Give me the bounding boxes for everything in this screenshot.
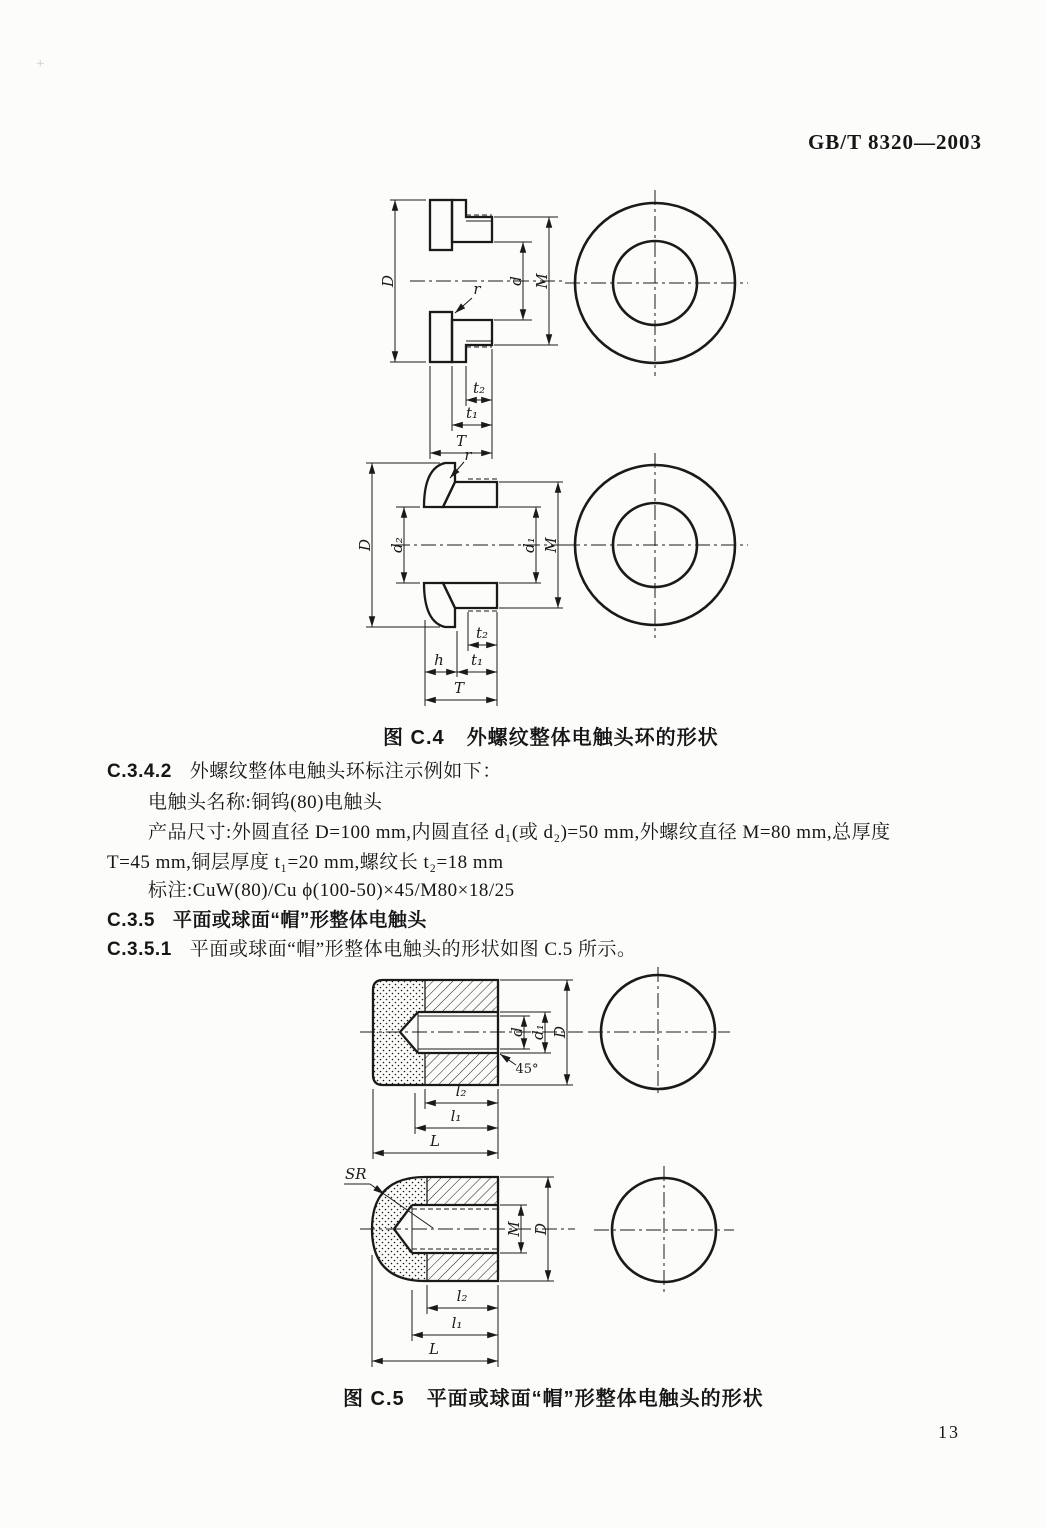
clause-c342	[107, 756, 502, 783]
dim-label-T: T	[455, 432, 467, 450]
contact-name-line: 电触头名称:铜钨(80)电触头	[148, 792, 383, 813]
figure-c5-view2	[330, 1160, 780, 1382]
dim-label-t2: t₂	[475, 624, 489, 642]
dim-label-d: d	[508, 1027, 526, 1037]
dim-label-L: L	[430, 1132, 440, 1150]
dim-label-l1: l₁	[450, 1107, 462, 1125]
figure-c4-caption-number: 图 C.4	[383, 727, 445, 749]
figure-c4-view2-svg	[340, 448, 780, 716]
dim-label-L: L	[429, 1340, 439, 1358]
front-view	[588, 967, 730, 1097]
clause-c342-number: C.3.4.2	[107, 761, 172, 782]
registration-mark: +	[36, 56, 45, 72]
clause-c35-number: C.3.5	[107, 910, 155, 931]
figure-c5-caption-number: 图 C.5	[343, 1388, 405, 1410]
clause-c351	[107, 934, 637, 961]
front-view	[594, 1166, 734, 1294]
figure-c4-caption-title: 外螺纹整体电触头环的形状	[466, 727, 719, 749]
product-size-line-1: 产品尺寸:外圆直径 D=100 mm,内圆直径 d₁(或 d₂)=50 mm,外螺纹直径 M=80 mm,总厚度	[148, 822, 891, 843]
front-view	[565, 190, 748, 376]
front-view	[565, 453, 748, 638]
dim-label-d1: d₁	[529, 1024, 547, 1040]
clause-c35	[107, 905, 427, 932]
dim-label-l1: l₁	[451, 1314, 463, 1332]
standard-number: GB/T 8320—2003	[807, 130, 982, 154]
dim-label-D: D	[532, 1222, 550, 1236]
page-number: 13	[938, 1422, 960, 1442]
dim-label-D: D	[551, 1025, 569, 1039]
marking-line: 标注:CuW(80)/Cu ϕ(100-50)×45/M80×18/25	[148, 880, 515, 901]
dim-label-h: h	[434, 651, 444, 669]
figure-c5-view1	[340, 965, 780, 1170]
figure-c4-view1	[360, 178, 800, 470]
figure-c4-caption	[383, 721, 719, 750]
dim-label-SR: SR	[345, 1165, 367, 1183]
dim-label-M: M	[505, 1221, 523, 1237]
figure-c4-view2	[340, 448, 780, 716]
dim-label-d2: d₂	[388, 537, 406, 553]
dim-label-D: D	[356, 538, 374, 552]
figure-c5-caption-title: 平面或球面“帽”形整体电触头的形状	[426, 1388, 764, 1410]
dim-label-45deg: 45°	[515, 1062, 539, 1077]
product-size-line-2: T=45 mm,铜层厚度 t₁=20 mm,螺纹长 t₂=18 mm	[107, 852, 504, 873]
dim-label-t1: t₁	[465, 404, 479, 422]
dim-label-M: M	[542, 537, 560, 553]
dimensions	[356, 448, 563, 706]
figure-c5-caption	[343, 1382, 764, 1411]
figure-c5-view2-svg	[330, 1160, 780, 1382]
figure-c4-view1-svg	[360, 178, 800, 470]
clause-c351-number: C.3.5.1	[107, 939, 172, 960]
clause-c342-title: 外螺纹整体电触头环标注示例如下：	[189, 761, 502, 782]
dim-label-D: D	[379, 274, 397, 288]
dim-label-l2: l₂	[456, 1287, 468, 1305]
dimensions	[379, 200, 558, 459]
dim-label-t2: t₂	[472, 379, 486, 397]
dim-label-r: r	[473, 280, 481, 298]
dim-label-l2: l₂	[455, 1082, 467, 1100]
dim-label-t1: t₁	[470, 651, 484, 669]
dim-label-d1: d₁	[520, 537, 538, 553]
figure-c5-view1-svg	[340, 965, 780, 1170]
dim-label-T: T	[453, 679, 465, 697]
clause-c35-title: 平面或球面“帽”形整体电触头	[172, 910, 427, 931]
dim-label-r: r	[464, 448, 472, 464]
dim-label-M: M	[533, 273, 551, 289]
dim-label-d: d	[507, 276, 525, 286]
clause-c351-title: 平面或球面“帽”形整体电触头的形状如图 C.5 所示。	[189, 939, 637, 960]
